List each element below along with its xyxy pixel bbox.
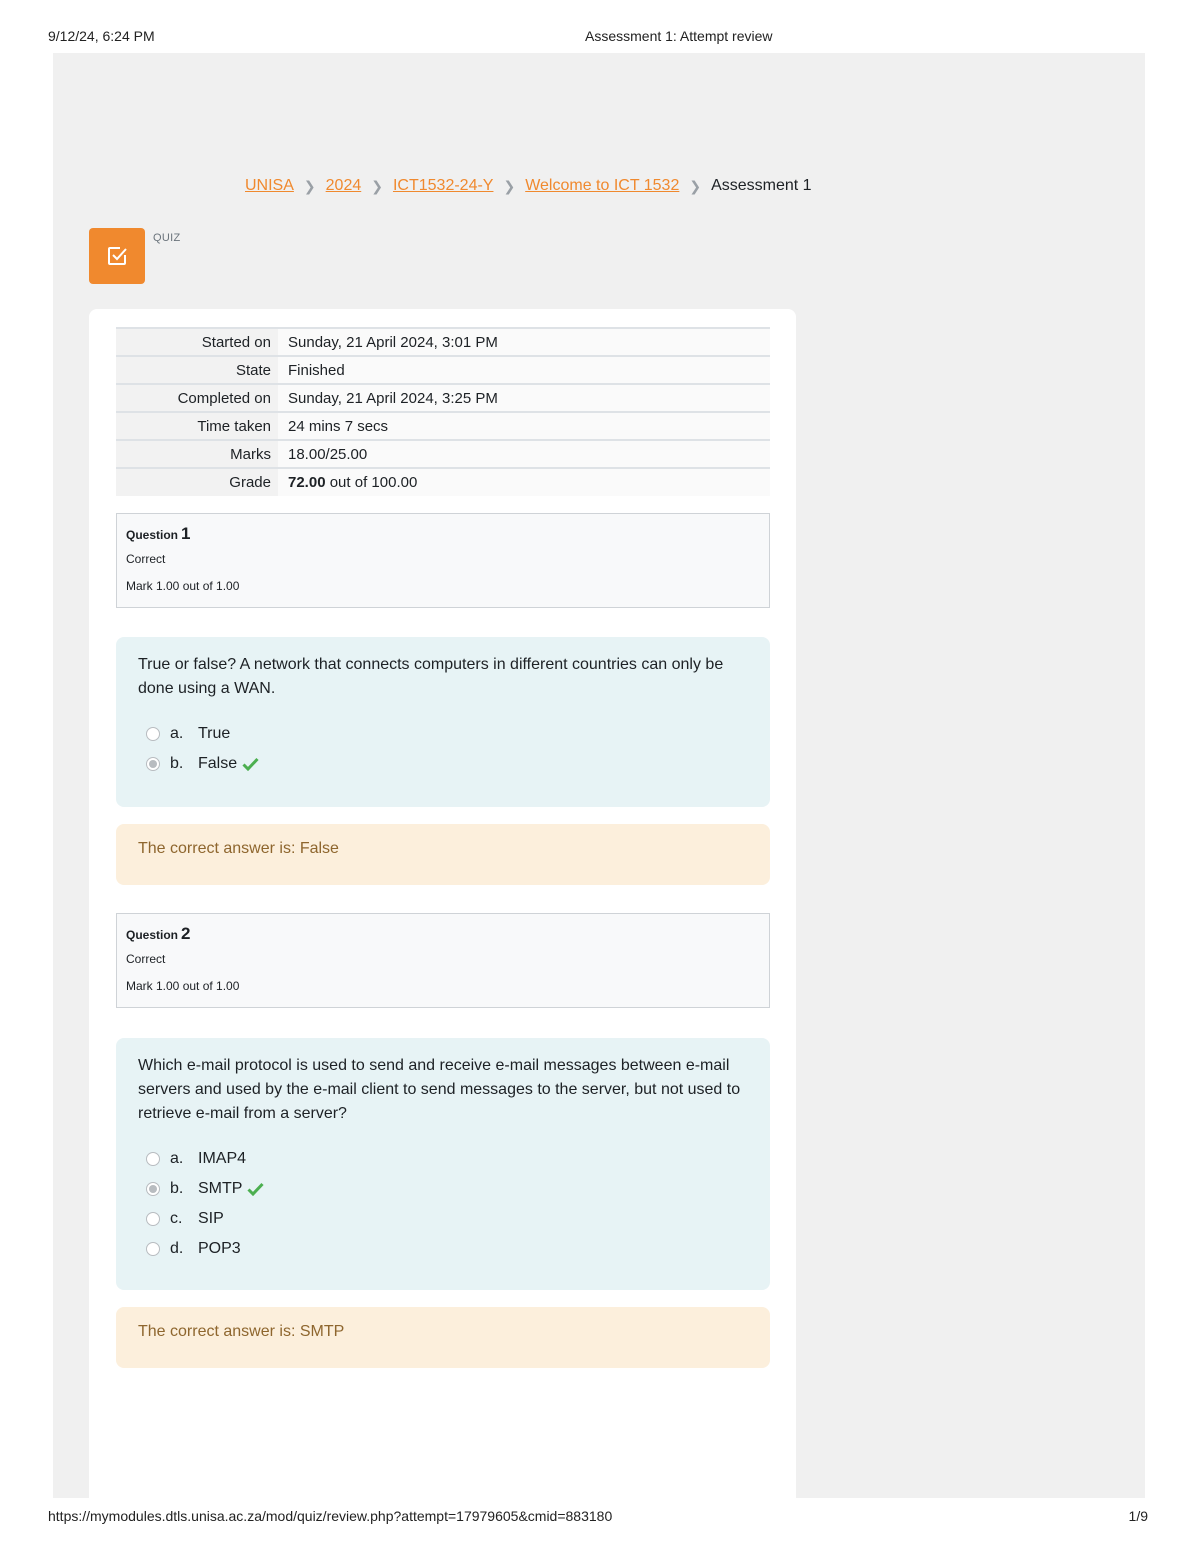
answer-option[interactable] <box>146 749 748 779</box>
page-url: https://mymodules.dtls.unisa.ac.za/mod/quiz/review.php?attempt=17979605&cmid=883180 <box>48 1508 613 1524</box>
answer-text: False <box>198 755 238 772</box>
question-number-value: 2 <box>181 924 191 943</box>
summary-row-grade <box>116 468 770 496</box>
summary-value: 18.00/25.00 <box>278 440 770 468</box>
print-header <box>48 28 1152 48</box>
answer-text: True <box>198 725 231 742</box>
question-mark: Mark 1.00 out of 1.00 <box>126 579 240 593</box>
answer-text: SIP <box>198 1210 224 1227</box>
attempt-summary-table <box>116 327 770 496</box>
grade-suffix: out of 100.00 <box>325 474 418 491</box>
chevron-right-icon: ❯ <box>303 177 316 194</box>
correct-check-icon <box>247 1182 264 1196</box>
answer-option[interactable] <box>146 1204 748 1234</box>
page-number: 1/9 <box>1128 1508 1148 1524</box>
question-mark: Mark 1.00 out of 1.00 <box>126 979 240 993</box>
summary-value: Sunday, 21 April 2024, 3:25 PM <box>278 384 770 412</box>
print-title: Assessment 1: Attempt review <box>585 28 773 44</box>
breadcrumb-course[interactable]: ICT1532-24-Y <box>392 177 494 194</box>
question-text: Which e-mail protocol is used to send and receive e-mail messages between e-mail servers and used by the e-mail client to send messages to the server, but not used to retrieve e-mail from a server? <box>138 1057 741 1122</box>
question-text: True or false? A network that connects computers in different countries can only be done using a WAN. <box>138 656 724 697</box>
answer-letter: b. <box>170 1180 184 1197</box>
summary-value <box>278 468 770 496</box>
grade-value: 72.00 <box>288 474 326 491</box>
answer-option[interactable] <box>146 1174 748 1204</box>
breadcrumb-section[interactable]: Welcome to ICT 1532 <box>525 177 680 194</box>
question-label: Question <box>126 528 179 542</box>
radio-button-selected[interactable] <box>146 1182 160 1196</box>
question-formulation-1 <box>116 637 770 807</box>
question-label: Question <box>126 928 179 942</box>
question-state: Correct <box>126 952 166 966</box>
print-date: 9/12/24, 6:24 PM <box>48 28 155 44</box>
summary-row-state <box>116 356 770 384</box>
summary-value: Sunday, 21 April 2024, 3:01 PM <box>278 328 770 356</box>
summary-value: 24 mins 7 secs <box>278 412 770 440</box>
answer-text: SMTP <box>198 1180 243 1197</box>
answer-option[interactable] <box>146 1234 748 1264</box>
radio-button[interactable] <box>146 727 160 741</box>
answer-text: IMAP4 <box>198 1150 247 1167</box>
breadcrumb <box>245 177 812 195</box>
correct-check-icon <box>242 757 259 771</box>
answer-letter: a. <box>170 725 184 742</box>
radio-button[interactable] <box>146 1242 160 1256</box>
chevron-right-icon: ❯ <box>371 177 383 194</box>
radio-button-selected[interactable] <box>146 757 160 771</box>
question-feedback-1: The correct answer is: False <box>116 824 770 885</box>
summary-row-started <box>116 328 770 356</box>
chevron-right-icon: ❯ <box>689 177 702 194</box>
summary-label: Time taken <box>116 412 278 440</box>
question-feedback-2: The correct answer is: SMTP <box>116 1307 770 1368</box>
answer-text: POP3 <box>198 1240 241 1257</box>
summary-label: Marks <box>116 440 278 468</box>
summary-row-marks <box>116 440 770 468</box>
chevron-right-icon: ❯ <box>503 177 516 194</box>
summary-row-time <box>116 412 770 440</box>
question-number-value: 1 <box>181 524 191 543</box>
question-info-1 <box>116 513 770 608</box>
activity-type-label: QUIZ <box>153 232 181 244</box>
summary-label: Completed on <box>116 384 278 412</box>
summary-label: State <box>116 356 278 384</box>
breadcrumb-current: Assessment 1 <box>711 177 812 194</box>
summary-label: Started on <box>116 328 278 356</box>
answer-options <box>138 1144 748 1264</box>
quiz-check-icon <box>89 228 145 284</box>
radio-button[interactable] <box>146 1212 160 1226</box>
radio-button[interactable] <box>146 1152 160 1166</box>
breadcrumb-year[interactable]: 2024 <box>325 177 362 194</box>
answer-option[interactable] <box>146 1144 748 1174</box>
summary-value: Finished <box>278 356 770 384</box>
answer-option[interactable] <box>146 719 748 749</box>
summary-row-completed <box>116 384 770 412</box>
answer-letter: b. <box>170 755 184 772</box>
question-state: Correct <box>126 552 166 566</box>
answer-letter: a. <box>170 1150 184 1167</box>
answer-options <box>138 719 748 779</box>
question-info-2 <box>116 913 770 1008</box>
summary-label: Grade <box>116 468 278 496</box>
question-formulation-2 <box>116 1038 770 1290</box>
question-number <box>126 524 760 544</box>
question-number <box>126 924 760 944</box>
breadcrumb-unisa[interactable]: UNISA <box>245 177 294 194</box>
answer-letter: c. <box>170 1210 183 1227</box>
answer-letter: d. <box>170 1240 184 1257</box>
